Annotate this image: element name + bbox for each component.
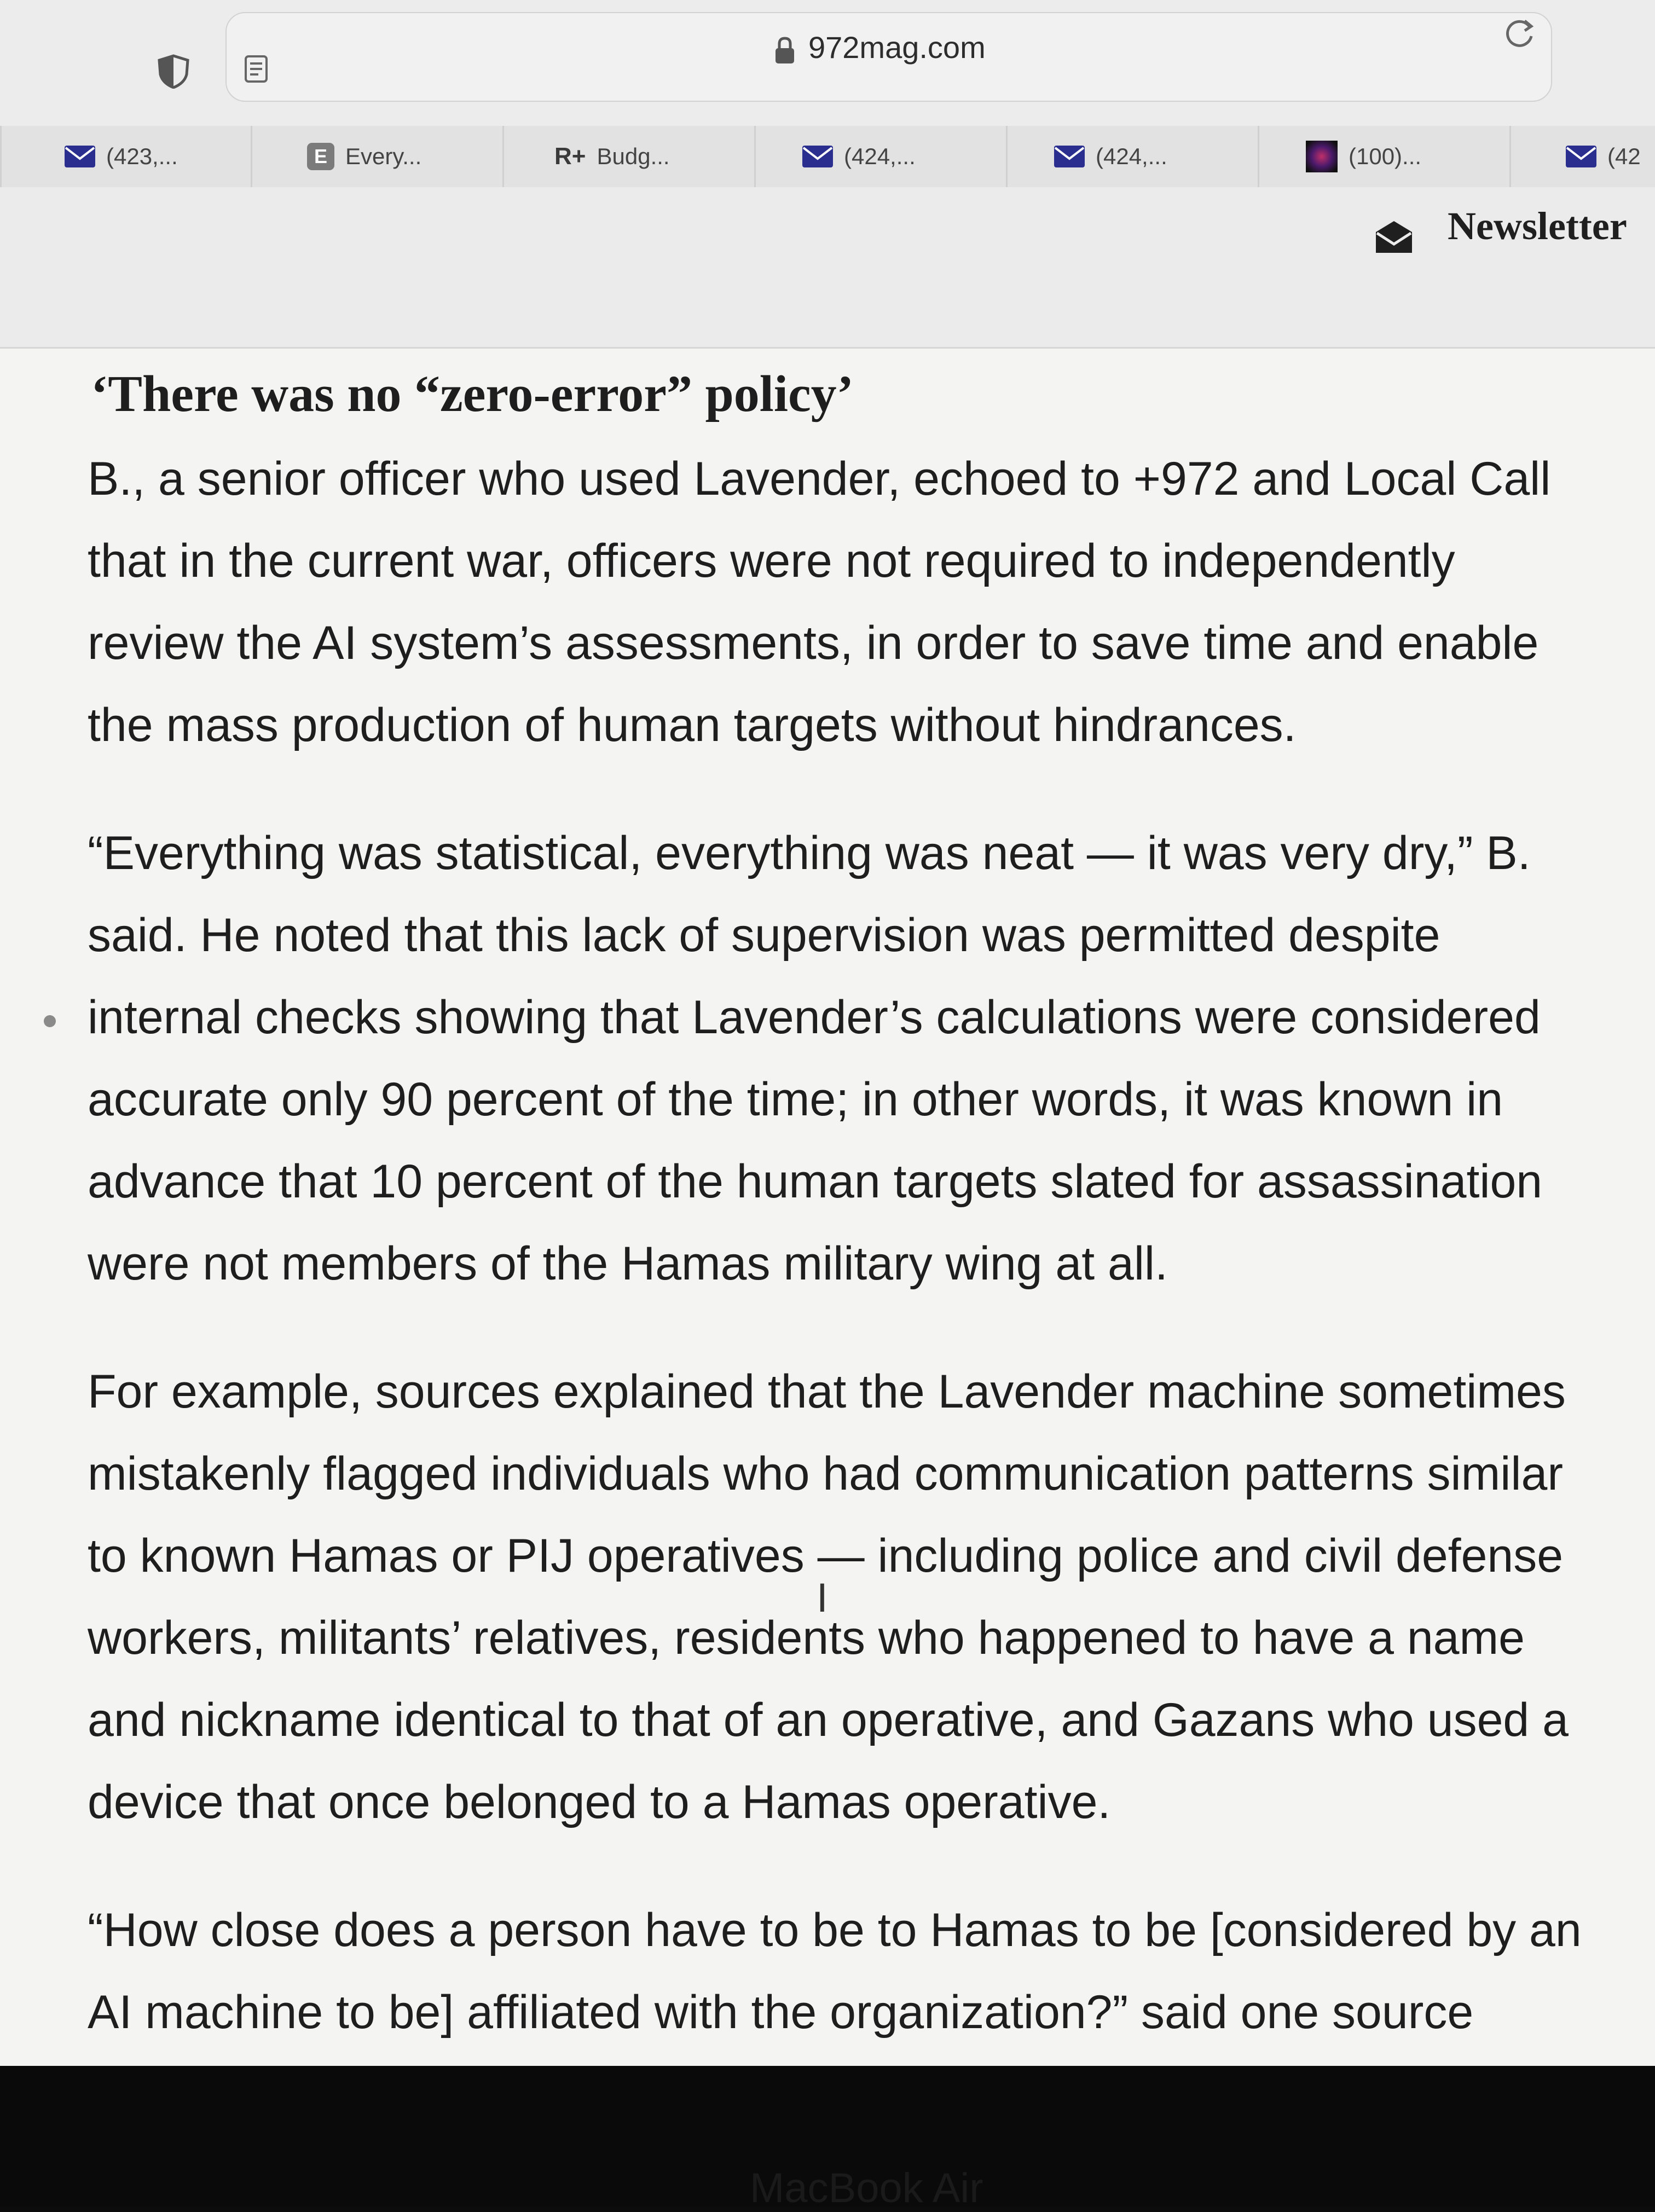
lock-icon (774, 36, 796, 65)
tab-mail-4[interactable] (1509, 126, 1655, 187)
text-line: review the AI system’s assessments, in order to save time and enable (88, 617, 1539, 669)
text-line: mistakenly flagged individuals who had communication patterns similar (88, 1447, 1563, 1500)
e-badge-icon: E (307, 143, 334, 170)
reload-icon[interactable] (1502, 15, 1538, 51)
text-line: and nickname identical to that of an operative, and Gazans who used a (88, 1694, 1569, 1746)
text-cursor-icon: I (817, 1576, 828, 1621)
tab-label: (424,... (844, 143, 916, 169)
text-line: “How close does a person have to be to Hamas to be [considered by an (88, 1904, 1582, 1956)
privacy-shield-icon[interactable] (156, 54, 191, 89)
text-line: “Everything was statistical, everything was neat — it was very dry,” B. (88, 827, 1531, 879)
mail-icon (1566, 146, 1596, 167)
text-line: B., a senior officer who used Lavender, echoed to +972 and Local Call (88, 453, 1551, 505)
address-bar[interactable] (225, 12, 1552, 102)
text-line: said. He noted that this lack of supervision was permitted despite (88, 909, 1440, 962)
tab-bar (0, 126, 1655, 189)
tab-label: Budg... (597, 143, 670, 169)
url-text[interactable]: 972mag.com (808, 30, 986, 65)
scroll-dot (44, 1015, 56, 1027)
tab-label: (424,... (1096, 143, 1167, 169)
text-line: to known Hamas or PIJ operatives — including police and civil defense (88, 1530, 1564, 1582)
site-header (0, 187, 1655, 349)
tab-label: (423,... (106, 143, 178, 169)
mail-icon (65, 146, 95, 167)
text-line: that in the current war, officers were not required to independently (88, 535, 1455, 587)
tab-mail-3[interactable] (1006, 126, 1258, 187)
video-thumbnail-icon (1306, 141, 1338, 172)
text-line: device that once belonged to a Hamas operative. (88, 1776, 1111, 1828)
tab-video[interactable] (1258, 126, 1509, 187)
paragraph (88, 438, 1655, 766)
r-plus-icon: R+ (554, 143, 586, 170)
tab-mail-2[interactable] (754, 126, 1006, 187)
tab-mail-1[interactable] (0, 126, 251, 187)
paragraph (88, 1351, 1655, 1843)
envelope-icon[interactable] (1374, 220, 1414, 254)
article-body (88, 361, 1655, 2066)
newsletter-link[interactable]: Newsletter (1448, 204, 1627, 248)
text-line: were not members of the Hamas military wing at all. (88, 1237, 1168, 1290)
mail-icon (1054, 146, 1085, 167)
mail-icon (802, 146, 833, 167)
tab-label: (42 (1607, 143, 1641, 169)
tab-every[interactable] (251, 126, 502, 187)
tab-label: (100)... (1349, 143, 1422, 169)
text-line: For example, sources explained that the Lavender machine sometimes (88, 1365, 1566, 1418)
tab-label: Every... (345, 143, 422, 169)
text-line: the mass production of human targets without hindrances. (88, 699, 1297, 751)
paragraph (88, 812, 1655, 1305)
paragraph (88, 1889, 1655, 2053)
text-line: AI machine to be] affiliated with the organization?” said one source (88, 1986, 1474, 2039)
reader-view-icon[interactable] (244, 55, 268, 83)
browser-toolbar (0, 0, 1655, 126)
text-line: accurate only 90 percent of the time; in other words, it was known in (88, 1073, 1503, 1126)
bezel-label: MacBook Air (750, 2165, 983, 2211)
section-heading: ‘There was no “zero-error” policy’ (91, 366, 854, 422)
text-line: workers, militants’ relatives, residents who happened to have a name (88, 1612, 1525, 1664)
text-line: advance that 10 percent of the human targets slated for assassination (88, 1155, 1543, 1208)
tab-budget[interactable] (502, 126, 754, 187)
text-line: internal checks showing that Lavender’s calculations were considered (88, 991, 1541, 1044)
laptop-bezel (0, 2066, 1655, 2211)
